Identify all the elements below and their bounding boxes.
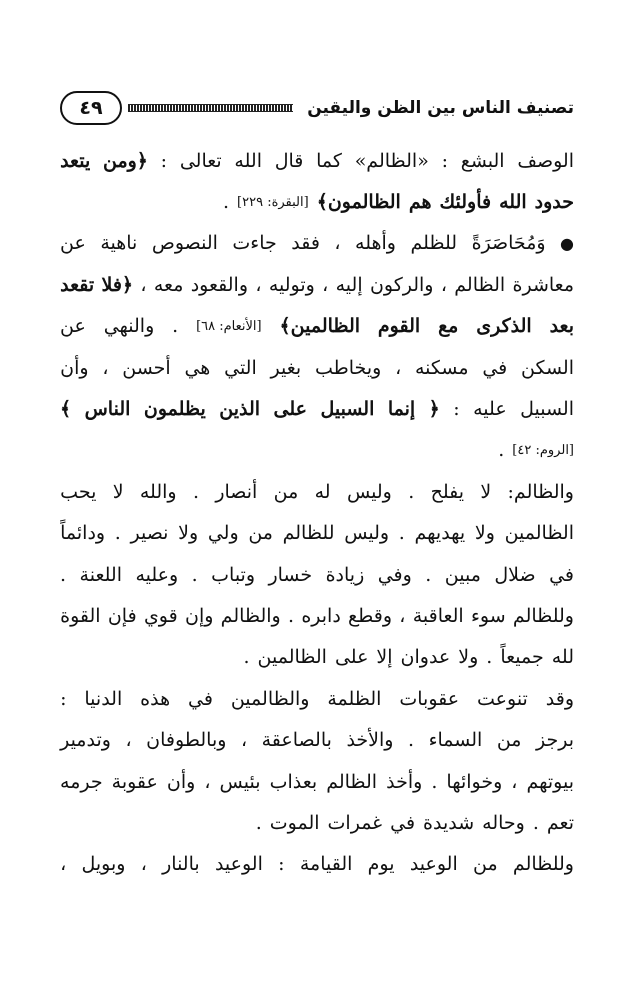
- word: عن: [60, 315, 86, 338]
- word: .: [191, 563, 198, 586]
- word: كما: [316, 149, 342, 172]
- word: يتعد: [60, 149, 91, 172]
- word: الوعيد: [214, 853, 263, 876]
- word: .: [431, 770, 438, 793]
- word: إنما: [387, 398, 416, 421]
- word: والظالم:: [507, 480, 574, 503]
- word: من: [273, 480, 299, 503]
- word: ،: [255, 273, 262, 296]
- word: والله: [139, 480, 177, 503]
- word: ،: [322, 273, 329, 296]
- word: وحاله: [482, 811, 525, 834]
- word: الله: [234, 149, 262, 172]
- word: فإن: [107, 604, 137, 627]
- word: معه: [153, 273, 184, 296]
- page-number: ٤٩: [60, 91, 122, 125]
- word: الوصف: [517, 149, 574, 172]
- word: أحسن: [122, 356, 171, 379]
- text-line: [60, 595, 574, 636]
- word: ﴿ومن: [102, 149, 148, 172]
- verse-reference: [البقرة: ٢٢٩]: [237, 194, 309, 210]
- word: .: [172, 315, 179, 338]
- text-line: [60, 140, 574, 181]
- verse-reference: [الأنعام: ٦٨]: [196, 318, 262, 334]
- word: :: [278, 853, 285, 876]
- word: عن: [60, 232, 86, 255]
- word: فقد: [291, 232, 320, 255]
- word: :: [60, 687, 67, 710]
- word: وخوائها: [446, 770, 503, 793]
- word: بعذاب: [269, 770, 318, 793]
- word: من: [473, 853, 498, 876]
- word: يظلمون: [143, 398, 206, 421]
- word: إليه: [335, 273, 363, 296]
- word: وأن: [166, 770, 196, 793]
- word: .: [222, 191, 230, 214]
- word: ،: [102, 356, 109, 379]
- word: :: [453, 398, 460, 421]
- text-line: [60, 264, 574, 305]
- word: ولا: [474, 522, 495, 545]
- word: على: [334, 646, 369, 669]
- word: جاءت: [232, 232, 277, 255]
- word: ﴾: [60, 398, 72, 421]
- word: ناهية: [100, 232, 138, 255]
- word: وإن: [184, 604, 214, 627]
- text-line: [60, 513, 574, 554]
- text-line: [60, 761, 574, 802]
- word: السماء: [428, 729, 483, 752]
- word: .: [425, 563, 432, 586]
- word: تنوعت: [477, 687, 528, 710]
- word: وتوليه: [268, 273, 315, 296]
- word: ،: [240, 729, 248, 752]
- word: خسار: [268, 563, 313, 586]
- text-line: [60, 388, 574, 429]
- word: وبويل: [81, 853, 126, 876]
- word: دابره: [301, 604, 341, 627]
- word: في: [549, 563, 574, 586]
- word: وَمُحَاصَرَةً: [471, 232, 546, 255]
- word: هذه: [140, 687, 171, 710]
- word: قوي: [143, 604, 178, 627]
- word: الذكرى: [476, 315, 532, 338]
- word: يوم: [367, 853, 395, 876]
- word: ،: [140, 853, 147, 876]
- word: القوم: [377, 315, 421, 338]
- word: ويخاطب: [314, 356, 382, 379]
- word: .: [255, 811, 262, 834]
- text-line: [60, 637, 574, 678]
- word: مبين: [444, 563, 481, 586]
- word: ولي: [207, 522, 239, 545]
- word: ولا: [178, 522, 199, 545]
- word: الظالم: [454, 273, 506, 296]
- word: فأولئك: [439, 191, 492, 214]
- word: الظالم: [326, 770, 378, 793]
- word: :: [160, 149, 168, 172]
- word: ،: [60, 853, 67, 876]
- word: شديدة: [423, 811, 475, 834]
- word: من: [496, 729, 522, 752]
- word: .: [398, 522, 405, 545]
- word: السبيل: [320, 398, 375, 421]
- word: تقعد: [60, 273, 95, 296]
- word: العاقبة: [412, 604, 464, 627]
- word: غمرات: [327, 811, 383, 834]
- word: ،: [140, 273, 147, 296]
- word: .: [243, 646, 250, 669]
- word: هم: [408, 191, 432, 214]
- word: الظالمون﴾: [316, 191, 401, 214]
- word: قال: [274, 149, 304, 172]
- word: التي: [224, 356, 257, 379]
- word: بيوتهم: [526, 770, 574, 793]
- word: «الظالم»: [354, 149, 429, 172]
- word: في: [482, 356, 508, 379]
- word: القوة: [60, 604, 101, 627]
- word: النصوص: [151, 232, 218, 255]
- word: والظالمين: [230, 687, 310, 710]
- word: إلا: [376, 646, 393, 669]
- word: والأخذ: [346, 729, 394, 752]
- word: وأن: [60, 356, 89, 379]
- word: لا: [112, 480, 124, 503]
- word: للظالم: [282, 522, 335, 545]
- word: وقطع: [348, 604, 393, 627]
- text-line: [60, 678, 574, 719]
- running-header: [60, 88, 574, 128]
- word: الظالمين: [504, 522, 574, 545]
- word: :: [441, 149, 448, 172]
- word: الموت: [269, 811, 320, 834]
- word: السبيل: [520, 398, 574, 421]
- text-line: [60, 223, 574, 264]
- word: هي: [184, 356, 211, 379]
- word: ﴿: [428, 398, 440, 421]
- text-line: [60, 554, 574, 595]
- text-line: [60, 719, 574, 760]
- word: لله: [551, 646, 574, 669]
- word: وعليه: [135, 563, 179, 586]
- text-line: [60, 347, 574, 388]
- word: مسكنه: [414, 356, 469, 379]
- word: الظالمين: [257, 646, 327, 669]
- word: وتباب: [211, 563, 256, 586]
- word: .: [60, 563, 67, 586]
- word: الوعيد: [409, 853, 458, 876]
- word: وليس: [346, 480, 392, 503]
- word: زيادة: [325, 563, 365, 586]
- word: وتدمير: [60, 729, 111, 752]
- word: سوء: [470, 604, 506, 627]
- word: بغير: [270, 356, 302, 379]
- text-line: [60, 802, 574, 843]
- word: .: [192, 480, 199, 503]
- verse-reference: [الروم: ٤٢]: [512, 442, 574, 458]
- word: .: [114, 522, 121, 545]
- word: ولا: [458, 646, 479, 669]
- text-line: [60, 430, 574, 471]
- word: اللعنة: [79, 563, 122, 586]
- word: أنصار: [215, 480, 258, 503]
- word: مع: [438, 315, 459, 338]
- word: ،: [440, 273, 447, 296]
- word: عقوبة: [111, 770, 158, 793]
- bullet-icon: ●: [560, 233, 574, 253]
- word: .: [408, 480, 415, 503]
- word: والنهي: [103, 315, 155, 338]
- word: لا: [480, 480, 492, 503]
- word: وأخذ: [386, 770, 423, 793]
- word: ،: [204, 770, 211, 793]
- word: الدنيا: [84, 687, 123, 710]
- word: ،: [511, 770, 518, 793]
- word: وبالطوفان: [146, 729, 227, 752]
- text-line: [60, 181, 574, 222]
- word: ﴿فلا: [101, 273, 134, 296]
- text-line: [60, 471, 574, 512]
- word: الظالمين﴾: [279, 315, 361, 338]
- word: .: [532, 811, 539, 834]
- word: بالنار: [162, 853, 200, 876]
- text-line: [60, 306, 574, 347]
- page-body: [60, 140, 574, 885]
- word: له: [314, 480, 331, 503]
- word: عدوان: [400, 646, 451, 669]
- header-rule: [128, 104, 293, 112]
- word: وللظالم: [512, 853, 574, 876]
- word: بالصاعقة: [261, 729, 332, 752]
- word: ضلال: [494, 563, 536, 586]
- word: وللظالم: [512, 604, 574, 627]
- word: عقوبات: [399, 687, 460, 710]
- word: .: [486, 646, 493, 669]
- word: .: [407, 729, 415, 752]
- running-title: تصنيف الناس بين الظن واليقين: [307, 98, 574, 118]
- word: يفلح: [430, 480, 465, 503]
- word: وفي: [377, 563, 412, 586]
- word: معاشرة: [512, 273, 574, 296]
- word: جميعاً: [500, 646, 544, 669]
- word: الظلمة: [327, 687, 382, 710]
- word: وأهله: [355, 232, 396, 255]
- word: .: [288, 604, 295, 627]
- word: والظالم: [220, 604, 281, 627]
- word: والركون: [369, 273, 434, 296]
- word: يحب: [60, 480, 97, 503]
- word: تعم: [546, 811, 574, 834]
- word: نصير: [130, 522, 169, 545]
- word: جرمه: [60, 770, 103, 793]
- word: برجز: [536, 729, 574, 752]
- word: ودائماً: [60, 522, 106, 545]
- word: حدود: [534, 191, 574, 214]
- word: البشع: [460, 149, 505, 172]
- word: في: [188, 687, 213, 710]
- word: بئيس: [219, 770, 261, 793]
- word: والقعود: [190, 273, 249, 296]
- word: وليس: [344, 522, 390, 545]
- word: ،: [334, 232, 341, 255]
- word: ،: [399, 604, 406, 627]
- word: تعالى: [179, 149, 222, 172]
- word: يهديهم: [414, 522, 466, 545]
- word: ،: [125, 729, 132, 752]
- word: القيامة: [299, 853, 353, 876]
- word: من: [248, 522, 273, 545]
- word: الناس: [84, 398, 131, 421]
- word: ،: [395, 356, 402, 379]
- word: بعد: [549, 315, 574, 338]
- text-line: [60, 844, 574, 885]
- word: عليه: [473, 398, 507, 421]
- word: للظلم: [410, 232, 458, 255]
- word: الذين: [219, 398, 261, 421]
- word: .: [498, 439, 505, 462]
- word: السكن: [521, 356, 574, 379]
- word: على: [273, 398, 307, 421]
- word: وقد: [545, 687, 574, 710]
- word: في: [390, 811, 416, 834]
- word: الله: [499, 191, 527, 214]
